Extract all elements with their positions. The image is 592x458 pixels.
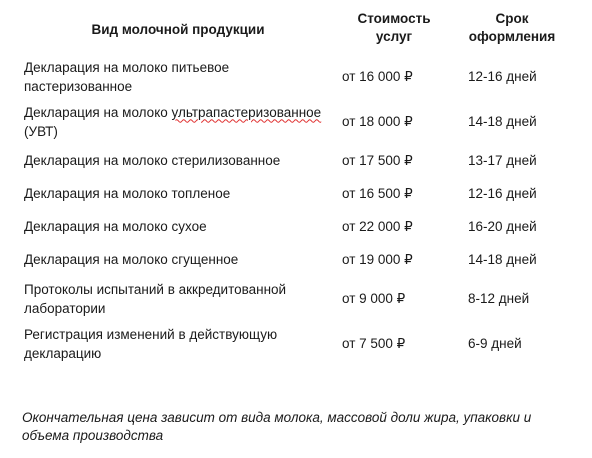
header-product: Вид молочной продукции [91,22,265,37]
table-row [18,210,574,243]
product-price: от 9 000 ₽ [342,291,406,306]
table-row [18,177,574,210]
table-row [18,321,574,366]
product-name: Регистрация изменений в действующую декларацию [24,326,278,361]
product-price: от 22 000 ₽ [342,219,413,234]
header-cost [338,4,450,54]
product-name: Декларация на молоко сгущенное [24,252,239,267]
spellcheck-word[interactable]: ультрапастеризованное [171,104,322,120]
product-name: Декларация на молоко топленое [24,186,231,201]
product-price: от 19 000 ₽ [342,252,413,267]
product-term: 8-12 дней [468,291,530,306]
header-term-line2: оформления [468,29,556,44]
table-row [18,276,574,321]
table-header-row [18,4,574,54]
product-price: от 18 000 ₽ [342,114,413,129]
product-term: 13-17 дней [468,153,537,168]
product-term: 6-9 дней [468,336,522,351]
product-term: 12-16 дней [468,186,537,201]
header-cost-line2: услуг [375,29,413,44]
product-name: Декларация на молоко стерилизованное [24,153,281,168]
table-row [18,99,574,144]
product-term: 14-18 дней [468,114,537,129]
product-name: Протоколы испытаний в аккредитованной лаборатории [24,281,287,316]
product-price: от 17 500 ₽ [342,153,413,168]
header-cost-line1: Стоимость [357,11,431,26]
product-term: 12-16 дней [468,69,537,84]
product-name: Декларация на молоко сухое [24,219,207,234]
product-price: от 7 500 ₽ [342,336,406,351]
price-table [18,4,574,366]
header-term-line1: Срок [495,11,529,26]
product-term: 14-18 дней [468,252,537,267]
price-note: Окончательная цена зависит от вида молока, массовой доли жира, упаковки и объема производства [22,410,532,443]
product-name: Декларация на молоко питьевое пастеризованное [24,59,230,94]
table-row [18,54,574,99]
product-price: от 16 000 ₽ [342,69,413,84]
table-row [18,144,574,177]
header-term [450,4,574,54]
product-term: 16-20 дней [468,219,537,234]
table-row [18,243,574,276]
product-price: от 16 500 ₽ [342,186,413,201]
product-name: Декларация на молоко ультрапастеризованное (УВТ) [24,104,322,139]
